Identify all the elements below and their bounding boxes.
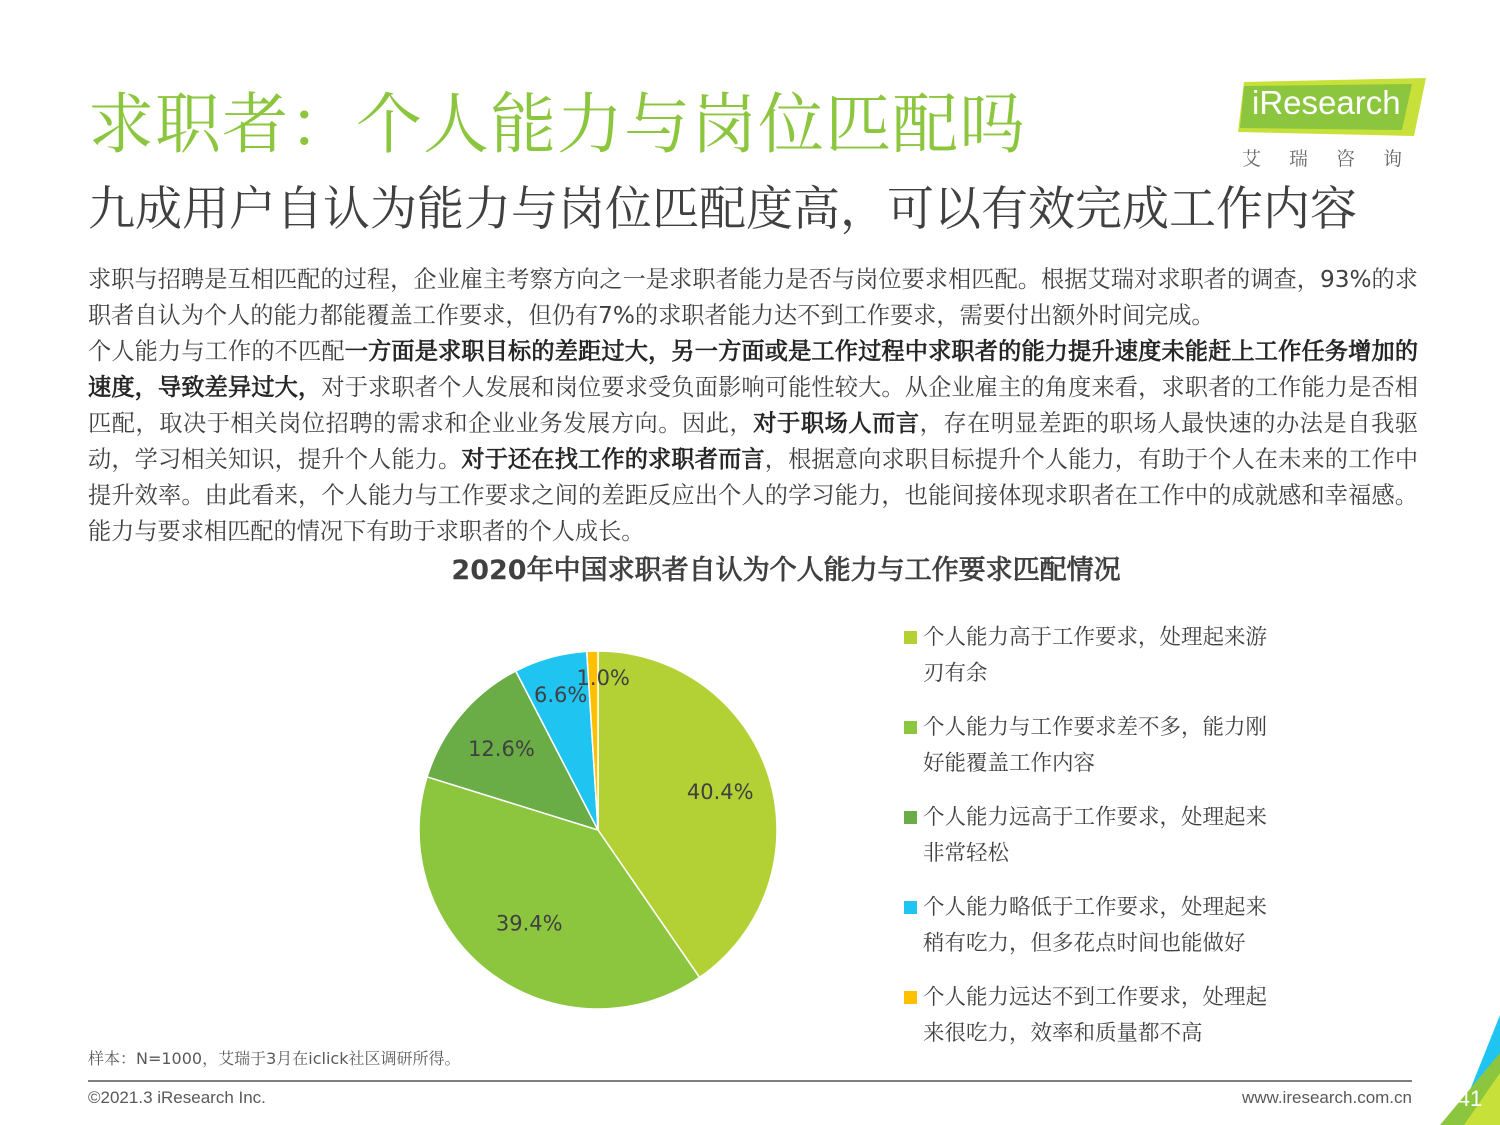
legend-item: [904, 800, 1284, 890]
pie-slice-label: 40.4%: [686, 779, 754, 804]
page-number: 41: [1457, 1086, 1483, 1111]
logo-subtext: 艾瑞咨询: [1242, 148, 1431, 170]
pie-slice-label: 1.0%: [576, 666, 630, 691]
page-subtitle: 九成用户自认为能力与岗位匹配度高，可以有效完成工作内容: [88, 182, 1357, 237]
legend-item: [904, 980, 1284, 1070]
body-text-bold: 一方面是求职目标的差距过大，另一方面或是工作过程中求职者的能力提升速度未能赶上工作任务增加的速度，导致差异过大，: [88, 338, 1419, 401]
copyright-text: ©2021.3 iResearch Inc.: [88, 1088, 266, 1107]
body-text-normal: 个人能力与工作的不匹配: [88, 338, 345, 365]
body-text-normal: 对于求职者个人发展和岗位要求受负面影响可能性较大。从企业雇主的角度来看，求职者的工作能力是否相匹配，取决于相关岗位招聘的需求和企业业务发展方向。因此，: [88, 374, 1418, 437]
body-text-normal: ，存在明显差距的职场人最快速的办法是自我驱动，学习相关知识，提升个人能力。: [88, 410, 1419, 473]
legend-label: 个人能力高于工作要求，处理起来游刃有余: [923, 625, 1268, 686]
legend-label: 个人能力远高于工作要求，处理起来非常轻松: [923, 805, 1268, 866]
chart-legend: [904, 620, 1284, 1070]
legend-swatch: [904, 721, 917, 734]
pie-slice-label: 6.6%: [533, 683, 588, 708]
logo-text: iResearch: [1252, 84, 1401, 121]
legend-swatch: [904, 991, 917, 1004]
body-text-bold: 对于职场人而言: [753, 410, 920, 437]
footer-divider: [88, 1080, 1412, 1082]
pie-slice-label: 39.4%: [495, 911, 563, 936]
website-text: www.iresearch.com.cn: [1241, 1088, 1412, 1107]
pie-slice-label: 12.6%: [468, 737, 535, 762]
body-text-bold: 对于还在找工作的求职者而言: [461, 446, 765, 473]
body-text-normal: ，根据意向求职目标提升个人能力，有助于个人在未来的工作中提升效率。由此看来，个人能力与工作要求之间的差距反应出个人的学习能力，也能间接体现求职者在工作中的成就感和幸福感。能力与要求相匹配的情况下有助于求职者的个人成长。: [88, 446, 1419, 545]
chart-title: 2020年中国求职者自认为个人能力与工作要求匹配情况: [451, 555, 1121, 586]
legend-swatch: [904, 901, 917, 914]
body-paragraph-1: 求职与招聘是互相匹配的过程，企业雇主考察方向之一是求职者能力是否与岗位要求相匹配。根据艾瑞对求职者的调查，93%的求职者自认为个人的能力都能覆盖工作要求，但仍有7%的求职者能力达不到工作要求，需要付出额外时间完成。: [88, 266, 1418, 329]
legend-label: 个人能力略低于工作要求，处理起来稍有吃力，但多花点时间也能做好: [923, 895, 1268, 956]
legend-label: 个人能力远达不到工作要求，处理起来很吃力，效率和质量都不高: [923, 985, 1268, 1046]
legend-swatch: [904, 631, 917, 644]
legend-item: [904, 890, 1284, 980]
legend-item: [904, 620, 1284, 710]
sample-footnote: 样本：N=1000，艾瑞于3月在iclick社区调研所得。: [88, 1049, 461, 1068]
legend-swatch: [904, 811, 917, 824]
page-title: 求职者：个人能力与岗位匹配吗: [88, 86, 1026, 163]
legend-label: 个人能力与工作要求差不多，能力刚好能覆盖工作内容: [923, 715, 1268, 776]
legend-item: [904, 710, 1284, 800]
